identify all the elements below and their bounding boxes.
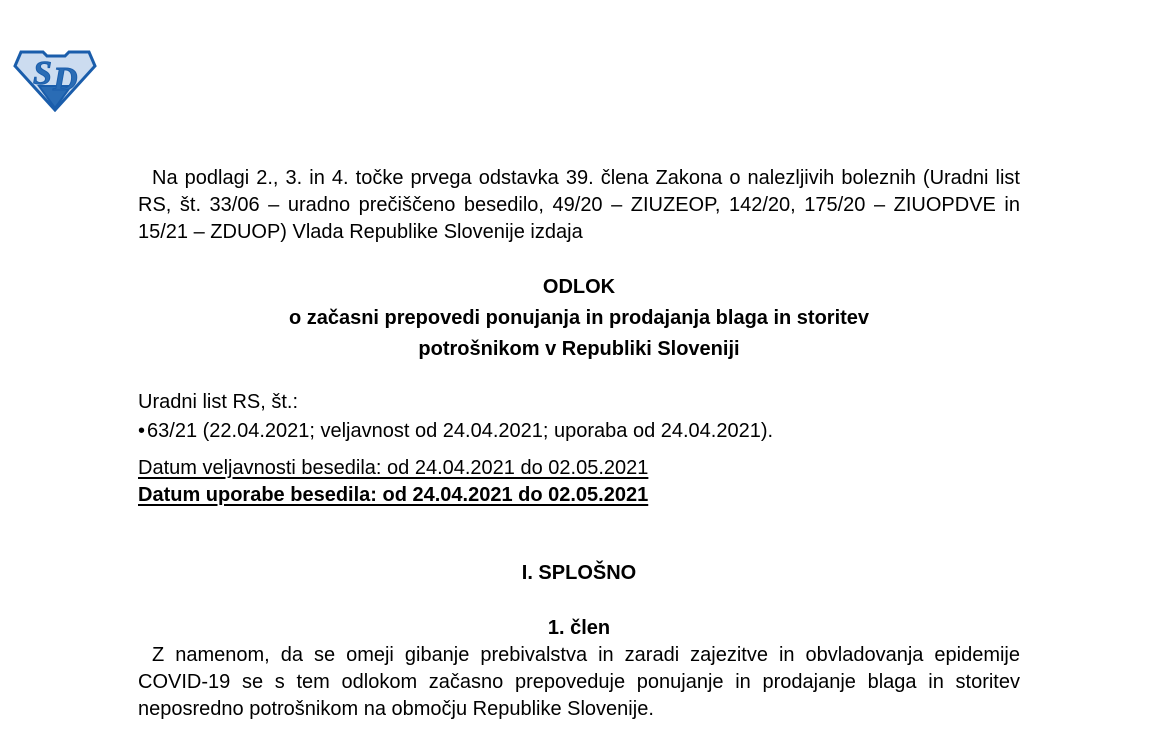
article-heading: 1. člen bbox=[547, 617, 611, 639]
article-paragraph: Z namenom, da se omeji gibanje prebivalstva in zaradi zajezitve in obvladovanja epidemije COVID-19 se s tem odlokom začasno prepoveduje ponujanje in prodajanje blaga in storitev neposredno potrošnikom na območju Republike Slovenije. bbox=[138, 644, 1020, 720]
section-heading: I. SPLOŠNO bbox=[521, 562, 637, 584]
decree-heading: ODLOK bbox=[542, 276, 616, 298]
svg-text:D: D bbox=[53, 61, 78, 98]
document-body bbox=[138, 165, 1020, 723]
sd-shield-logo-icon bbox=[13, 46, 97, 112]
intro-paragraph: Na podlagi 2., 3. in 4. točke prvega odstavka 39. člena Zakona o nalezljivih boleznih (Uradni list RS, št. 33/06 – uradno prečiščeno besedilo, 49/20 – ZIUZEOP, 142/20, 175/20 – ZIUOPDVE in 15/21 – ZDUOP) Vlada Republike Slovenije izdaja bbox=[138, 167, 1020, 243]
gazette-list-item bbox=[138, 418, 1020, 445]
decree-subtitle-line-1: o začasni prepovedi ponujanja in prodajanja blaga in storitev bbox=[288, 307, 870, 329]
decree-title-block bbox=[138, 272, 1020, 365]
validity-dates-line: Datum veljavnosti besedila: od 24.04.2021 do 02.05.2021 bbox=[138, 457, 649, 479]
decree-subtitle-line-2: potrošnikom v Republiki Sloveniji bbox=[418, 338, 740, 360]
gazette-item-text: 63/21 (22.04.2021; veljavnost od 24.04.2021; uporaba od 24.04.2021). bbox=[147, 420, 774, 442]
svg-text:S: S bbox=[33, 55, 52, 92]
gazette-label: Uradni list RS, št.: bbox=[138, 391, 299, 413]
usage-dates-line: Datum uporabe besedila: od 24.04.2021 do 02.05.2021 bbox=[138, 484, 649, 506]
bullet-icon: • bbox=[138, 420, 146, 442]
